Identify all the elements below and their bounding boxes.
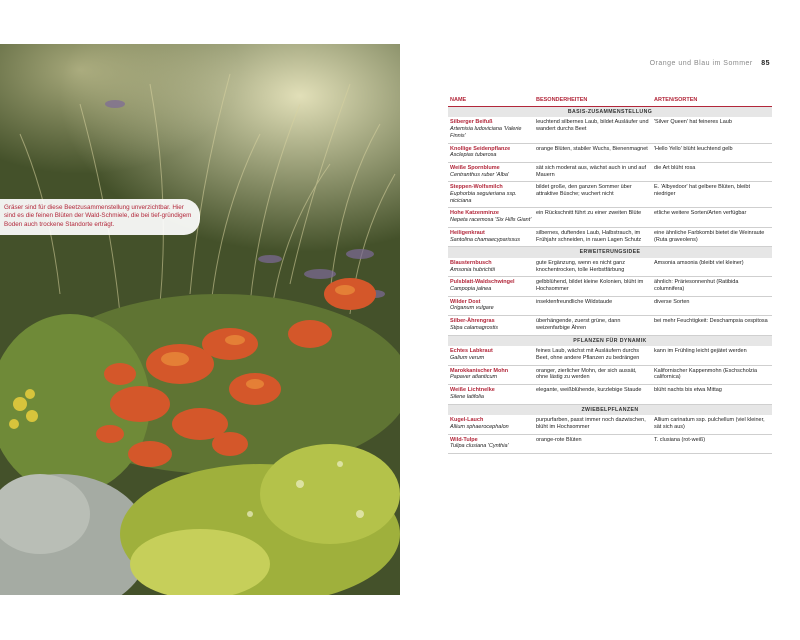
plant-name-cell — [448, 117, 534, 143]
plant-name-cell — [448, 182, 534, 208]
plant-features-cell: elegante, weißblühende, kurzlebige Staude — [534, 385, 652, 404]
table-row — [448, 296, 772, 315]
section-header-row — [448, 404, 772, 415]
table-row — [448, 182, 772, 208]
table-body — [448, 106, 772, 453]
plant-botanical-name: Asclepias tuberosa — [450, 152, 497, 159]
plant-features-cell: leuchtend silbernes Laub, bildet Ausläufer und wandert durchs Beet — [534, 117, 652, 143]
plant-botanical-name: Silene latifolia — [450, 393, 484, 400]
plant-name-cell — [448, 385, 534, 404]
plant-common-name: Wilder Dost — [450, 298, 481, 305]
plant-botanical-name: Centranthus ruber 'Alba' — [450, 171, 509, 178]
section-title: ERWEITERUNGSIDEE — [448, 247, 772, 258]
column-header-varieties: ARTEN/SORTEN — [652, 95, 772, 106]
plant-botanical-name: Artemisia ludoviciana 'Valerie Finnis' — [450, 126, 522, 139]
section-title: BASIS-ZUSAMMENSTELLUNG — [448, 106, 772, 117]
plant-common-name: Blausternbusch — [450, 259, 492, 266]
plant-name-cell — [448, 365, 534, 384]
plant-common-name: Kugel-Lauch — [450, 417, 484, 424]
plant-varieties-cell: Allium carinatum ssp. pulchellum (viel kleiner, sät sich aus) — [652, 415, 772, 434]
plant-varieties-cell: kann im Frühling leicht gejätet werden — [652, 346, 772, 365]
plant-common-name: Knollige Seidenpflanze — [450, 145, 511, 152]
table-row — [448, 208, 772, 227]
plant-common-name: Hohe Katzenminze — [450, 210, 499, 217]
table-row — [448, 277, 772, 296]
plant-common-name: Silberger Beifuß — [450, 119, 493, 126]
table-header-row — [448, 95, 772, 106]
photo-caption: Gräser sind für diese Beetzusammenstellung unverzichtbar. Hier sind es die feinen Blüten der Wald-Schmiele, die bei tief-gründigem Boden auch trockene Standorte erträgt. — [0, 199, 200, 235]
table-row — [448, 346, 772, 365]
plant-features-cell: sät sich moderat aus, wächst auch in und auf Mauern — [534, 162, 652, 181]
section-header-row — [448, 106, 772, 117]
table-row — [448, 434, 772, 453]
plant-features-cell: orange Blüten, stabiler Wuchs, Bienenmagnet — [534, 143, 652, 162]
table-row — [448, 258, 772, 277]
plant-name-cell — [448, 434, 534, 453]
table-row — [448, 143, 772, 162]
plant-features-cell: ein Rückschnitt führt zu einer zweiten Blüte — [534, 208, 652, 227]
plant-features-cell: gelbblühend, bildet kleine Kolonien, blüht im Hochsommer — [534, 277, 652, 296]
plant-common-name: Weiße Spornblume — [450, 164, 500, 171]
plant-name-cell — [448, 277, 534, 296]
plant-varieties-cell: bei mehr Feuchtigkeit: Deschampsia cespitosa — [652, 316, 772, 335]
table-row — [448, 385, 772, 404]
plant-name-cell — [448, 143, 534, 162]
plant-botanical-name: Campopia jalnea — [450, 286, 492, 293]
plant-botanical-name: Origanum vulgare — [450, 305, 494, 312]
running-head — [650, 60, 770, 67]
section-title: PFLANZEN FÜR DYNAMIK — [448, 335, 772, 346]
plant-common-name: Wild-Tulpe — [450, 436, 478, 443]
plant-common-name: Marokkanischer Mohn — [450, 367, 509, 374]
plant-common-name: Echtes Labkraut — [450, 348, 493, 355]
plant-varieties-cell: E. 'Albyedoor' hat gelbere Blüten, bleibt niedriger — [652, 182, 772, 208]
plant-name-cell — [448, 162, 534, 181]
plant-name-cell — [448, 208, 534, 227]
plant-botanical-name: Amsonia hubrichtii — [450, 266, 495, 273]
plant-botanical-name: Tulipa clusiana 'Cynthia' — [450, 443, 509, 450]
plant-varieties-cell: blüht nachts bis etwa Mittag — [652, 385, 772, 404]
plant-name-cell — [448, 227, 534, 246]
table-row — [448, 316, 772, 335]
plant-features-cell: orange-rote Blüten — [534, 434, 652, 453]
plant-features-cell: purpurfarben, passt immer noch dazwischen, blüht im Hochsommer — [534, 415, 652, 434]
plant-features-cell: oranger, zierlicher Mohn, der sich aussät, ohne lästig zu werden — [534, 365, 652, 384]
plant-botanical-name: Euphorbia seguieriana ssp. niciciana — [450, 191, 517, 204]
plant-varieties-cell: 'Silver Queen' hat feineres Laub — [652, 117, 772, 143]
plant-name-cell — [448, 258, 534, 277]
table-row — [448, 365, 772, 384]
plant-features-cell: silbernes, duftendes Laub, Halbstrauch, im Frühjahr schneiden, in rauen Lagen Schutz — [534, 227, 652, 246]
plant-varieties-cell: Kalifornischer Kappenmohn (Eschscholzia californica) — [652, 365, 772, 384]
plant-common-name: Silber-Ährengras — [450, 318, 495, 325]
chapter-title: Orange und Blau im Sommer — [649, 60, 753, 67]
plant-botanical-name: Stipa calamagrostis — [450, 324, 498, 331]
plant-name-cell — [448, 346, 534, 365]
plant-varieties-cell: Amsonia amsonia (bleibt viel kleiner) — [652, 258, 772, 277]
table-row — [448, 227, 772, 246]
plant-varieties-cell: etliche weitere Sorten/Arten verfügbar — [652, 208, 772, 227]
table-row — [448, 162, 772, 181]
table-row — [448, 415, 772, 434]
plant-common-name: Steppen-Wolfsmilch — [450, 184, 503, 191]
plant-features-cell: gute Ergänzung, wenn es nicht ganz knochentrocken, tolle Herbstfärbung — [534, 258, 652, 277]
plant-common-name: Pulsblatt-Waldschwingel — [450, 279, 515, 286]
section-title: ZWIEBELPFLANZEN — [448, 404, 772, 415]
plant-features-cell: feines Laub, wächst mit Ausläufern durchs Beet, ohne andere Pflanzen zu bedrängen — [534, 346, 652, 365]
plant-varieties-cell: ähnlich: Präriesonnenhut (Ratibida columnifera) — [652, 277, 772, 296]
plant-botanical-name: Galium verum — [450, 354, 485, 361]
plant-varieties-cell: 'Hello Yello' blüht leuchtend gelb — [652, 143, 772, 162]
plant-name-cell — [448, 415, 534, 434]
plant-name-cell — [448, 296, 534, 315]
plant-botanical-name: Allium sphaerocephalon — [450, 423, 509, 430]
plant-common-name: Weiße Lichtnelke — [450, 387, 495, 394]
plant-varieties-cell: die Art blüht rosa — [652, 162, 772, 181]
column-header-name: NAME — [448, 95, 534, 106]
column-header-features: BESONDERHEITEN — [534, 95, 652, 106]
page-number: 85 — [761, 60, 770, 67]
garden-photo — [0, 44, 400, 595]
plant-features-cell: insektenfreundliche Wildstaude — [534, 296, 652, 315]
plant-botanical-name: Santolina chamaecyparissus — [450, 236, 521, 243]
section-header-row — [448, 335, 772, 346]
plant-botanical-name: Nepeta racemosa 'Six Hills Giant' — [450, 217, 532, 224]
plant-name-cell — [448, 316, 534, 335]
plant-features-cell: überhängende, zuerst grüne, dann weizenfarbige Ähren — [534, 316, 652, 335]
table-row — [448, 117, 772, 143]
section-header-row — [448, 247, 772, 258]
plant-common-name: Heiligenkraut — [450, 229, 485, 236]
plant-varieties-cell: T. clusiana (rot-weiß) — [652, 434, 772, 453]
plant-table — [448, 95, 772, 454]
plant-varieties-cell: diverse Sorten — [652, 296, 772, 315]
plant-varieties-cell: eine ähnliche Farbkombi bietet die Weinraute (Ruta graveolens) — [652, 227, 772, 246]
plant-botanical-name: Papaver atlanticum — [450, 374, 498, 381]
garden-illustration — [0, 44, 400, 595]
plant-features-cell: bildet große, den ganzen Sommer über attraktive Büsche; wuchert nicht — [534, 182, 652, 208]
